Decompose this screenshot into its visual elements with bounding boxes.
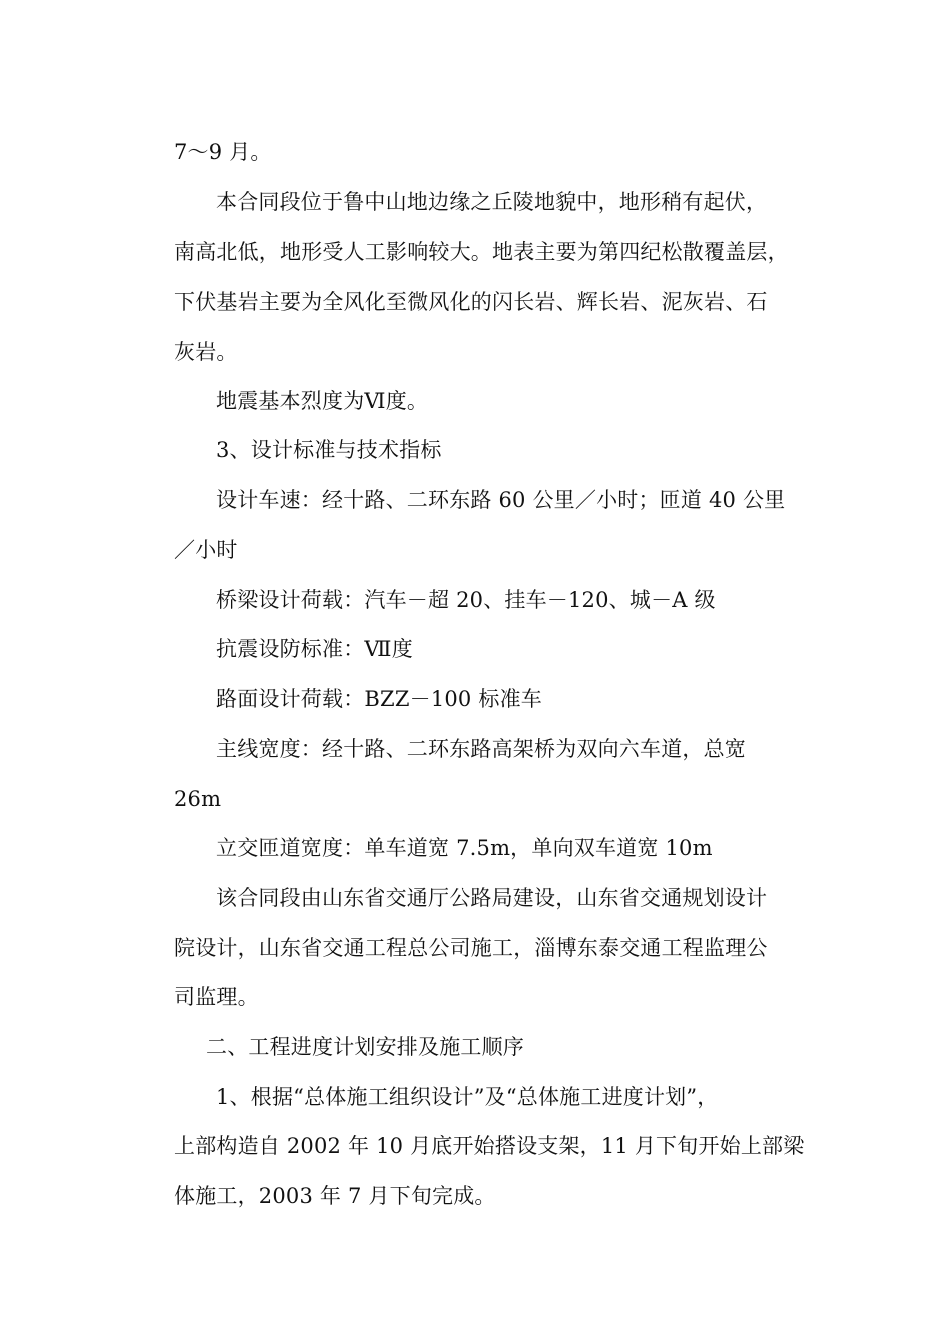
text-line-20: 1、根据“总体施工组织设计”及“总体施工进度计划”， (216, 1085, 719, 1109)
text-line-18: 司监理。 (174, 985, 259, 1009)
text-line-10: 桥梁设计荷载：汽车－超 20、挂车－120、城－A 级 (216, 588, 716, 612)
text-line-12: 路面设计荷载：BZZ－100 标准车 (216, 687, 542, 711)
text-line-15: 立交匝道宽度：单车道宽 7.5m，单向双车道宽 10m (216, 836, 713, 860)
text-line-6: 地震基本烈度为Ⅵ度。 (216, 389, 429, 413)
text-line-3: 南高北低，地形受人工影响较大。地表主要为第四纪松散覆盖层， (174, 240, 789, 264)
text-line-21: 上部构造自 2002 年 10 月底开始搭设支架，11 月下旬开始上部梁 (174, 1134, 805, 1158)
text-line-14: 26m (174, 787, 222, 811)
text-line-13: 主线宽度：经十路、二环东路高架桥为双向六车道，总宽 (216, 737, 746, 761)
text-line-4: 下伏基岩主要为全风化至微风化的闪长岩、辉长岩、泥灰岩、石 (174, 290, 768, 314)
text-line-22: 体施工，2003 年 7 月下旬完成。 (174, 1184, 496, 1208)
section-heading-2: 二、工程进度计划安排及施工顺序 (206, 1035, 524, 1059)
text-line-5: 灰岩。 (174, 340, 238, 364)
text-line-11: 抗震设防标准：Ⅶ度 (216, 637, 413, 661)
text-line-16: 该合同段由山东省交通厅公路局建设，山东省交通规划设计 (216, 886, 768, 910)
text-line-1: 7～9 月。 (174, 140, 272, 164)
section-heading-3: 3、设计标准与技术指标 (216, 438, 442, 462)
text-line-17: 院设计，山东省交通工程总公司施工，淄博东泰交通工程监理公 (174, 936, 768, 960)
text-line-8: 设计车速：经十路、二环东路 60 公里／小时；匝道 40 公里 (216, 488, 786, 512)
text-line-2: 本合同段位于鲁中山地边缘之丘陵地貌中，地形稍有起伏， (216, 190, 768, 214)
text-line-9: ／小时 (174, 538, 238, 562)
